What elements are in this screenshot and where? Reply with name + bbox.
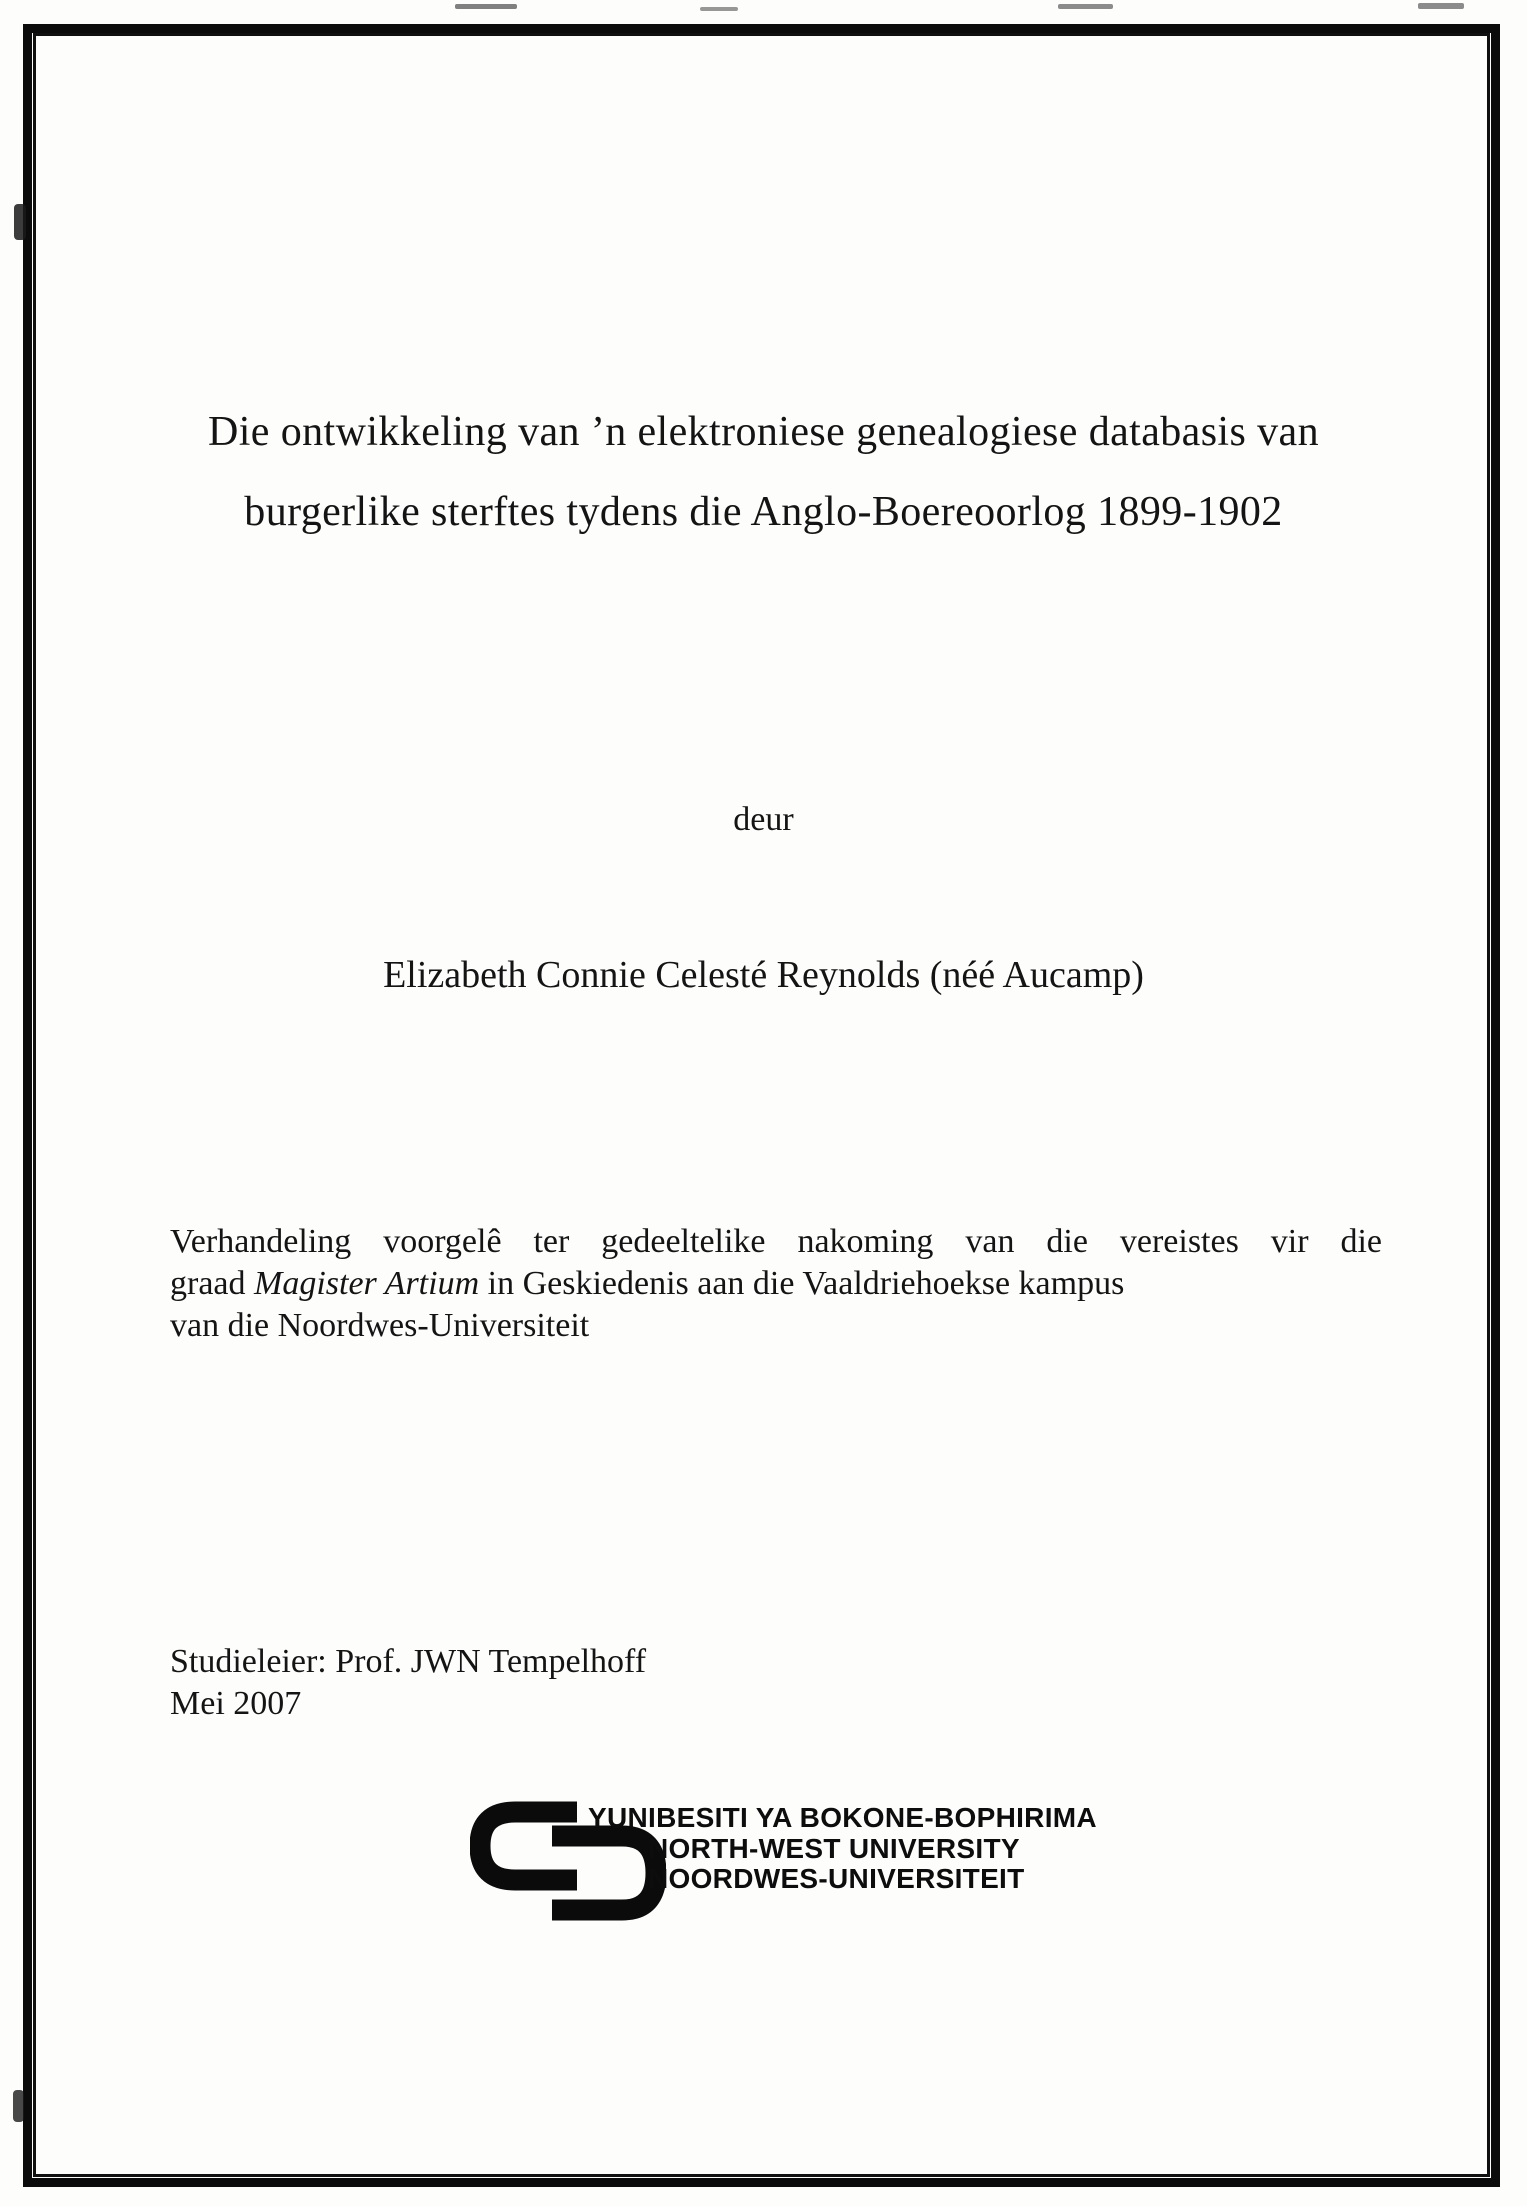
date-line: Mei 2007 xyxy=(170,1685,302,1722)
thesis-title-line-2: burgerlike sterftes tydens die Anglo-Boereoorlog 1899-1902 xyxy=(244,489,1283,535)
logo-text-line-2: NORTH-WEST UNIVERSITY xyxy=(648,1833,1020,1864)
logo-text-line-1: YUNIBESITI YA BOKONE-BOPHIRIMA xyxy=(588,1802,1097,1833)
description-line-3: van die Noordwes-Universiteit xyxy=(170,1307,590,1344)
thesis-description xyxy=(170,1221,1382,1347)
logo-text-line-3: NOORDWES-UNIVERSITEIT xyxy=(648,1863,1025,1894)
scan-artifact xyxy=(1418,3,1464,9)
scan-artifact xyxy=(1058,4,1113,9)
byline-deur: deur xyxy=(733,801,794,838)
thesis-title-line-1: Die ontwikkeling van ’n elektroniese genealogiese databasis van xyxy=(207,409,1319,455)
thesis-title xyxy=(110,392,1417,552)
scan-artifact xyxy=(14,204,26,240)
author-name: Elizabeth Connie Celesté Reynolds (néé Aucamp) xyxy=(383,954,1144,996)
supervisor-line: Studieleier: Prof. JWN Tempelhoff xyxy=(170,1643,647,1680)
scan-artifact xyxy=(700,7,738,11)
description-line-1: Verhandeling voorgelê ter gedeeltelike nakoming van die vereistes vir die xyxy=(170,1223,1382,1260)
description-line-2-prefix: graad xyxy=(170,1265,255,1302)
scan-artifact xyxy=(13,2090,24,2122)
description-line-2-suffix: in Geskiedenis aan die Vaaldriehoekse kampus xyxy=(479,1265,1125,1302)
degree-name-italic: Magister Artium xyxy=(254,1265,480,1302)
description-line-2 xyxy=(170,1263,1382,1305)
scan-artifact xyxy=(455,4,517,9)
